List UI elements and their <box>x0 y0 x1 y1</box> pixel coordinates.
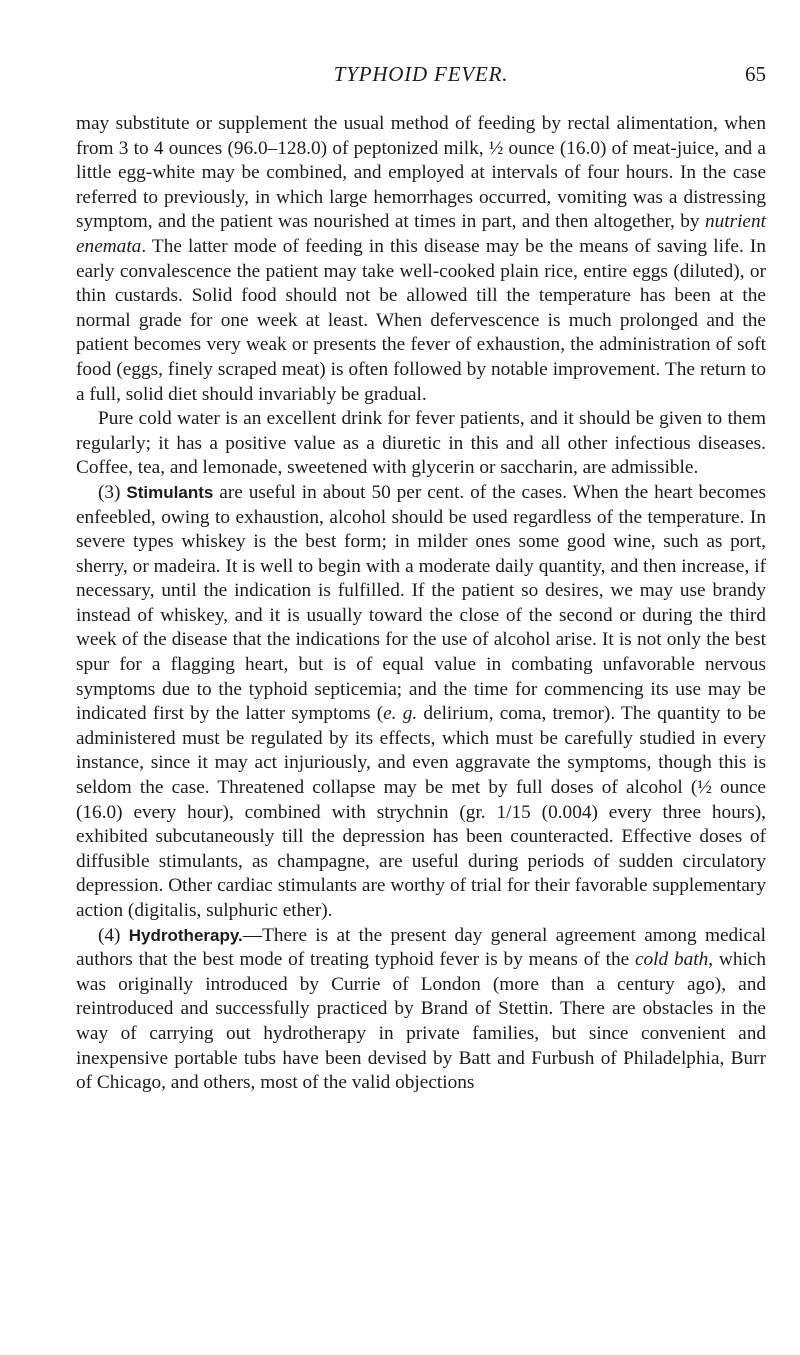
page-number: 65 <box>745 62 766 86</box>
section-number: (4) <box>98 924 121 946</box>
paragraph-hydrotherapy: (4) Hydrotherapy.—There is at the present day general agreement among medical authors that the best mode of treating typhoid fever is by means of the cold bath, which was originally introduced by Currie of London (more than a century ago), and reintroduced and successfully practiced by Brand of Stettin. There are obstacles in the way of carrying out hydrotherapy in private families, but since convenient and inexpensive portable tubs have been devised by Batt and Furbush of Philadelphia, Burr of Chicago, and others, most of the valid objections <box>76 924 767 1094</box>
section-heading-hydrotherapy: Hydrotherapy. <box>128 925 243 945</box>
running-head: TYPHOID FEVER. <box>333 62 509 86</box>
section-heading-stimulants: Stimulants <box>126 482 214 502</box>
italic-term: nutrient enemata <box>76 211 766 257</box>
paragraph-cold-water: Pure cold water is an excellent drink for fever patients, and it should be given to them regularly; it has a positive value as a diuretic in this and all other infectious diseases. Coffee, tea, and lemonade, sweetened with glycerin or saccharin, are admissible. <box>76 408 766 479</box>
body-text <box>76 112 766 1096</box>
italic-term: cold bath <box>634 949 709 971</box>
paragraph-stimulants: (3) Stimulants are useful in about 50 per cent. of the cases. When the heart becomes enfeebled, owing to exhaustion, alcohol should be used regardless of the temperature. In severe types whiskey is the best form; in milder ones some good wine, such as port, sherry, or madeira. It is well to begin with a moderate daily quantity, and then increase, if necessary, until the indication is fulfilled. If the patient so desires, we may use brandy instead of whiskey, and it is usually toward the close of the second or during the third week of the disease that the indications for the use of alcohol arise. It is not only the best spur for a flagging heart, but is of equal value in combating unfavorable nervous symptoms due to the typhoid septicemia; and the time for commencing its use may be indicated first by the latter symptoms (e. g. delirium, coma, tremor). The quantity to be administered must be regulated by its effects, which must be carefully studied in every instance, since it may act injuriously, and even aggravate the symptoms, though this is seldom the case. Threatened collapse may be met by full doses of alcohol (½ ounce (16.0) every hour), combined with strychnin (gr. 1/15 (0.004) every three hours), exhibited subcutaneously till the depression has been counteracted. Effective doses of diffusible stimulants, as champagne, are useful during periods of sudden circulatory depression. Other cardiac stimulants are worthy of trial for their favorable supplementary action (digitalis, sulphuric ether). <box>76 481 766 921</box>
paragraph-rectal-alimentation: may substitute or supplement the usual method of feeding by rectal alimentation, when from 3 to 4 ounces (96.0–128.0) of peptonized milk, ½ ounce (16.0) of meat-juice, and a little egg-white may be combined, and employed at intervals of four hours. In the case referred to previously, in which large hemorrhages occurred, vomiting was a distressing symptom, and the patient was nourished at times in part, and then altogether, by nutrient enemata. The latter mode of feeding in this disease may be the means of saving life. In early convalescence the patient may take well-cooked plain rice, entire eggs (diluted), or thin custards. Solid food should not be allowed till the temperature has been at the normal grade for one week at least. When defervescence is much prolonged and the patient becomes very weak or presents the fever of exhaustion, the administration of soft food (eggs, finely scraped meat) is often followed by notable improvement. The return to a full, solid diet should invariably be gradual. <box>76 113 766 405</box>
section-number: (3) <box>98 481 121 503</box>
page-header <box>76 62 766 92</box>
italic-abbrev: e. g. <box>383 703 418 725</box>
